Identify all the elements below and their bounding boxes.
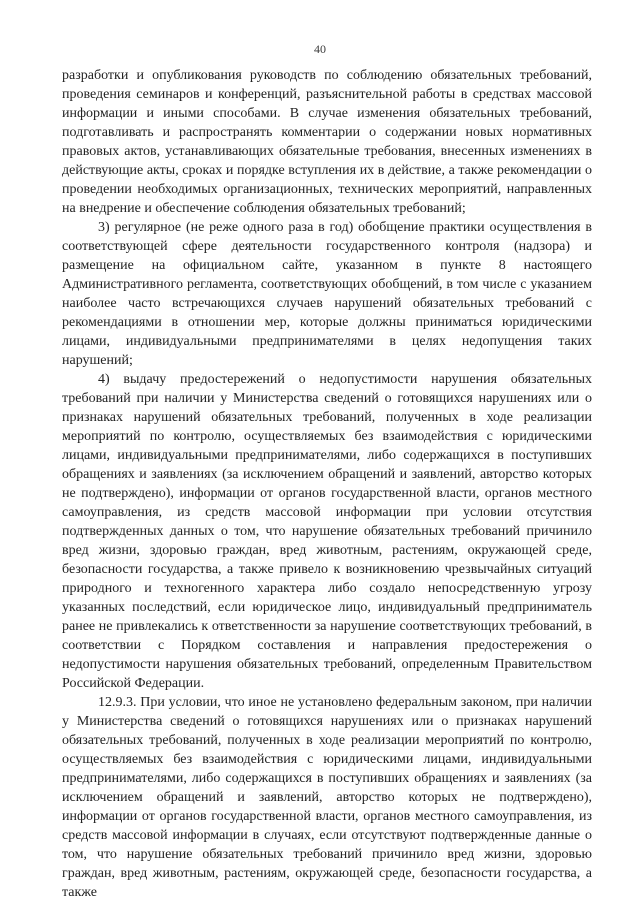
paragraph-continuation: разработки и опубликования руководств по соблюдению обязательных требований, проведения семинаров и конференций, разъяснительной работы в средствах массовой информации и иными способами. В случае изменения обязательных требований, подготавливать и распространять комментарии о содержании новых нормативных правовых актов, устанавливающих обязательные требования, внесенных изменениях в действующие акты, сроках и порядке вступления их в действие, а также рекомендации о проведении необходимых организационных, технических мероприятий, направленных на внедрение и обеспечение соблюдения обязательных требований; [62,68,592,216]
page-number: 40 [314,42,326,56]
paragraph-item-4: 4) выдачу предостережений о недопустимости нарушения обязательных требований при наличии у Министерства сведений о готовящихся нарушениях или о признаках нарушений обязательных требований, полученных в ходе реализации мероприятий по контролю, осуществляемых без взаимодействия с юридическими лицами, индивидуальными предпринимателями, либо содержащихся в поступивших обращениях и заявлениях (за исключением обращений и заявлений, авторство которых не подтверждено), информации от органов государственной власти, органов местного самоуправления, из средств массовой информации при условии отсутствия подтвержденных данных о том, что нарушение обязательных требований причинило вред жизни, здоровью граждан, вред животным, растениям, окружающей среде, безопасности государства, а также привело к возникновению чрезвычайных ситуаций природного и техногенного характера либо создало непосредственную угрозу указанных последствий, если юридическое лицо, индивидуальный предприниматель ранее не привлекались к ответственности за нарушение соответствующих требований, в соответствии с Порядком составления и направления предостережения о недопустимости нарушения обязательных требований, определенным Правительством Российской Федерации. [62,372,592,691]
document-body [62,66,592,902]
paragraph-clause-12-9-3: 12.9.3. При условии, что иное не установлено федеральным законом, при наличии у Министерства сведений о готовящихся нарушениях или о признаках нарушений обязательных требований, полученных в ходе реализации мероприятий по контролю, осуществляемых без взаимодействия с юридическими лицами, индивидуальными предпринимателями, либо содержащихся в поступивших обращениях и заявлениях (за исключением обращений и заявлений, авторство которых не подтверждено), информации от органов государственной власти, органов местного самоуправления, из средств массовой информации в случаях, если отсутствуют подтвержденные данные о том, что нарушение обязательных требований причинило вред жизни, здоровью граждан, вред животным, растениям, окружающей среде, безопасности государства, а также [62,695,592,900]
paragraph-item-3: 3) регулярное (не реже одного раза в год) обобщение практики осуществления в соответствующей сфере деятельности государственного контроля (надзора) и размещение на официальном сайте, указанном в пункте 8 настоящего Административного регламента, соответствующих обобщений, в том числе с указанием наиболее часто встречающихся случаев нарушений обязательных требований с рекомендациями в отношении мер, которые должны приниматься юридическими лицами, индивидуальными предпринимателями в целях недопущения таких нарушений; [62,220,592,368]
